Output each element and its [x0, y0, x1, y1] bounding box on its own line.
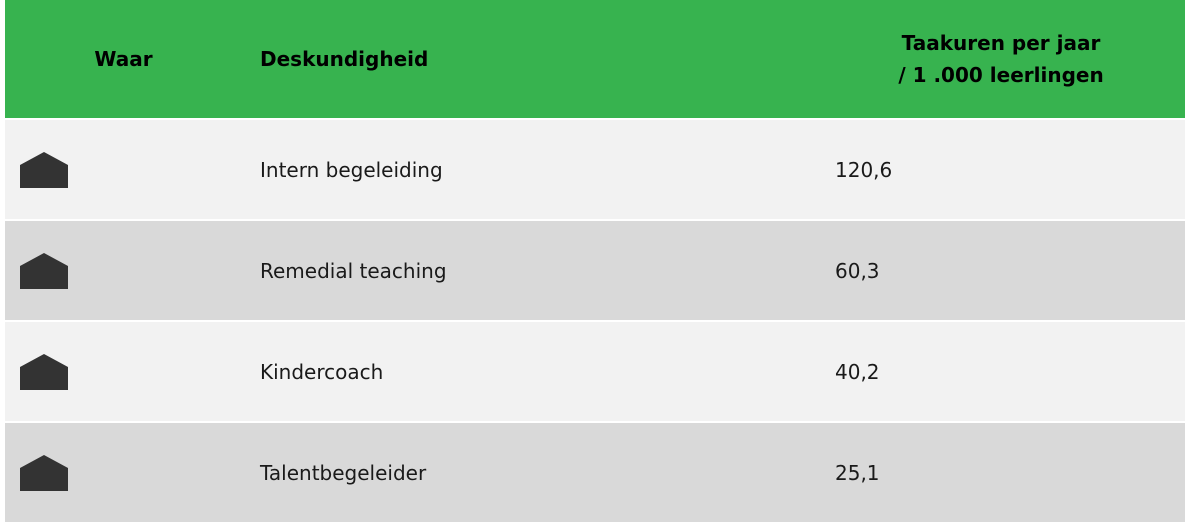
hours-cell: 25,1	[835, 460, 880, 485]
table-row	[5, 423, 1185, 522]
header-expertise: Deskundigheid	[260, 47, 429, 71]
location-cell	[5, 120, 242, 219]
location-cell	[5, 322, 242, 421]
expertise-table	[5, 0, 1185, 520]
location-cell	[5, 423, 242, 522]
table-row	[5, 221, 1185, 322]
hours-cell: 60,3	[835, 258, 880, 283]
hours-cell: 120,6	[835, 157, 893, 182]
expertise-cell: Remedial teaching	[260, 258, 447, 283]
table-row	[5, 120, 1185, 221]
location-cell	[5, 221, 242, 320]
school-building-icon	[18, 353, 70, 391]
hours-cell: 40,2	[835, 359, 880, 384]
table-row	[5, 322, 1185, 423]
expertise-cell: Talentbegeleider	[260, 460, 427, 485]
school-building-icon	[18, 454, 70, 492]
expertise-cell: Intern begeleiding	[260, 157, 443, 182]
expertise-cell: Kindercoach	[260, 359, 384, 384]
header-where: Waar	[94, 47, 153, 71]
school-building-icon	[18, 252, 70, 290]
table-header	[5, 0, 1185, 120]
school-building-icon	[18, 151, 70, 189]
header-hours: Taakuren per jaar / 1 .000 leerlingen	[898, 31, 1104, 87]
